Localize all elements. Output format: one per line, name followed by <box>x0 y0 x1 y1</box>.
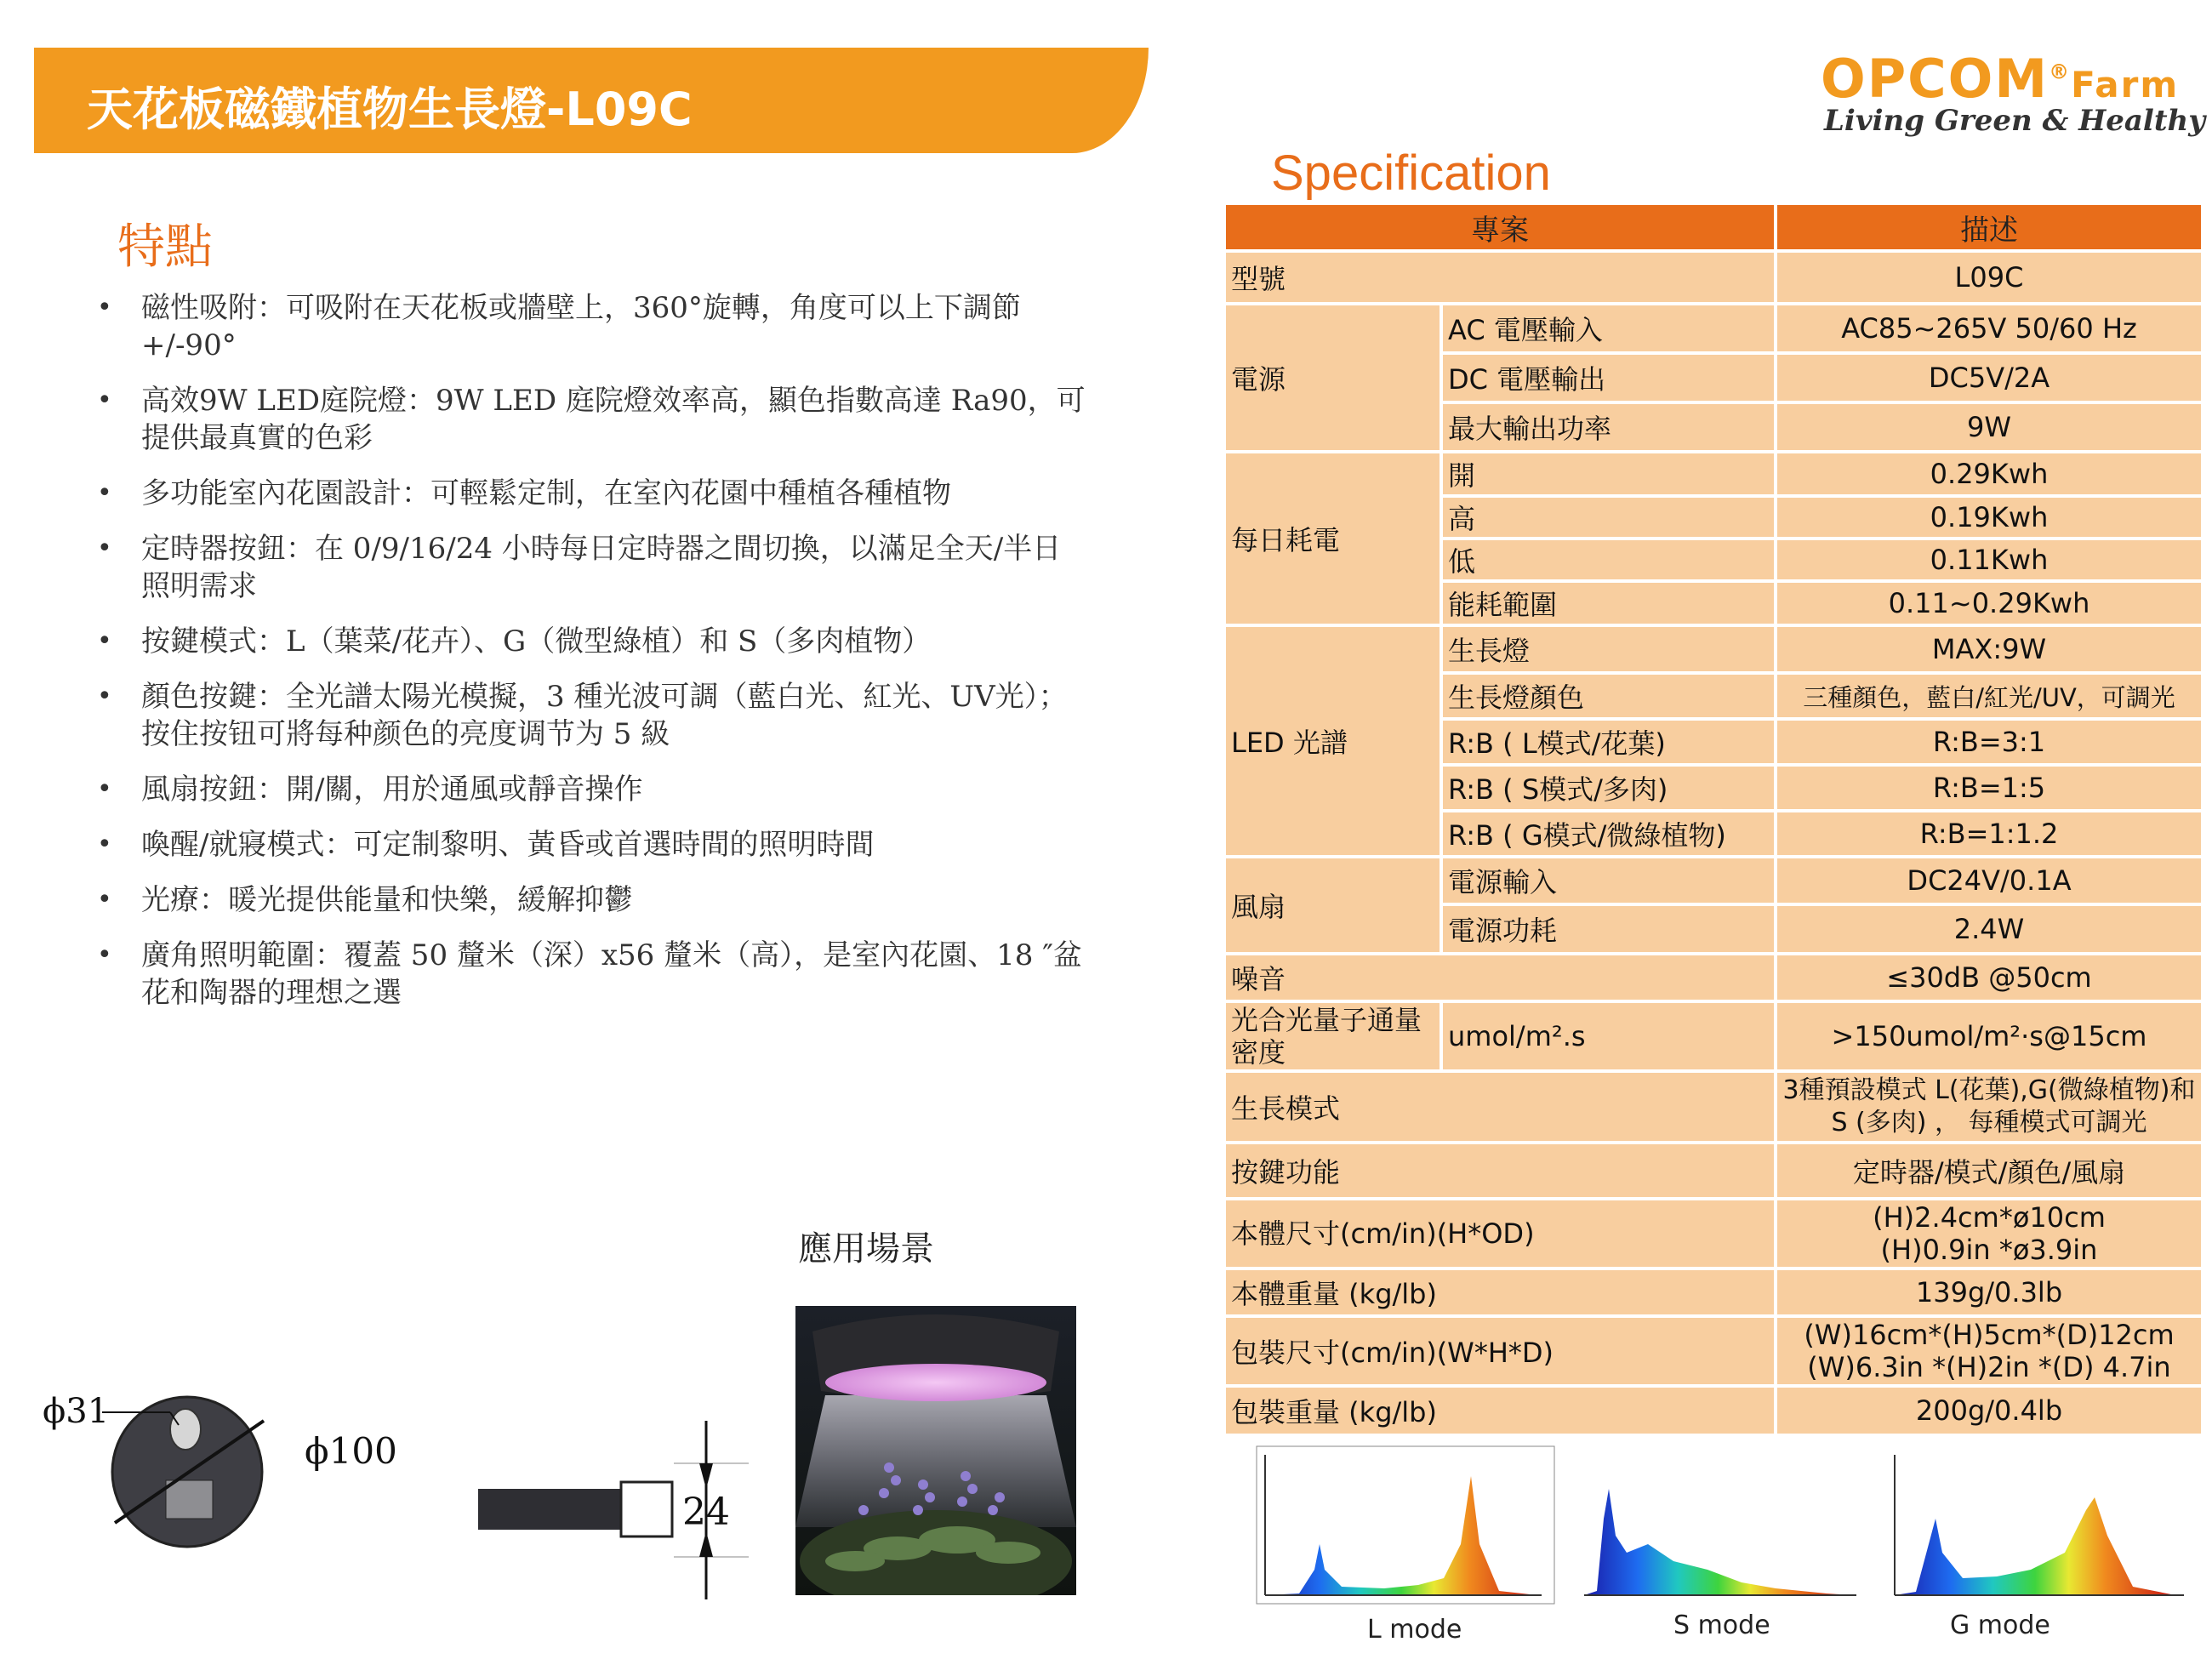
logo-registered-mark: ® <box>2049 60 2072 84</box>
spec-row-weight <box>1224 1268 2203 1316</box>
page-title: 天花板磁鐵植物生長燈-L09C <box>87 83 693 136</box>
spec-value <box>1776 1316 2203 1386</box>
feature-item: • 定時器按鈕：在 0/9/16/24 小時每日定時器之間切換，以滿足全天/半日照明需求 <box>94 530 1089 605</box>
spec-label: 本體重量 (kg/lb) <box>1224 1268 1776 1316</box>
spec-label: 生長燈顏色 <box>1441 673 1776 719</box>
spec-row-on <box>1224 452 2203 496</box>
spec-group-label: 每日耗電 <box>1224 452 1441 625</box>
g-mode-spectrum <box>1878 1446 2192 1640</box>
spec-row-size <box>1224 1199 2203 1268</box>
spec-table <box>1223 202 2204 1437</box>
spec-value: 0.29Kwh <box>1776 452 2203 496</box>
application-photo-image <box>795 1306 1076 1595</box>
spec-label: 光合光量子通量密度 <box>1224 1001 1441 1071</box>
spec-label: 按鍵功能 <box>1224 1143 1776 1199</box>
spec-value: ≤30dB @50cm <box>1776 954 2203 1001</box>
spec-value: R:B=3:1 <box>1776 719 2203 765</box>
diameter-dimension-label: ϕ100 <box>305 1430 397 1472</box>
s-mode-caption: S mode <box>1673 1611 1770 1640</box>
spec-value: 9W <box>1776 402 2203 452</box>
spec-label: R:B ( L模式/花葉) <box>1441 719 1776 765</box>
dimension-drawing-image <box>34 1378 766 1616</box>
application-photo <box>795 1306 1076 1595</box>
feature-item: • 風扇按鈕：開/關，用於通風或靜音操作 <box>94 771 1089 808</box>
spec-unit: umol/m².s <box>1441 1001 1776 1071</box>
spec-label: 能耗範圍 <box>1441 581 1776 625</box>
spec-col-desc: 描述 <box>1776 203 2203 251</box>
pack-size-cm: (W)16cm*(H)5cm*(D)12cm <box>1804 1319 2175 1351</box>
spec-value: 三種顏色，藍白/紅光/UV，可調光 <box>1776 673 2203 719</box>
height-dimension-label: 24 <box>682 1491 730 1534</box>
spec-value: 139g/0.3lb <box>1776 1268 2203 1316</box>
spec-title: Specification <box>1271 145 1551 201</box>
spec-group-label: 風扇 <box>1224 857 1441 954</box>
spec-row-model <box>1224 251 2203 304</box>
spec-value: R:B=1:1.2 <box>1776 811 2203 857</box>
dimension-drawing <box>34 1378 766 1616</box>
spec-value: 200g/0.4lb <box>1776 1386 2203 1435</box>
spec-value: 3種預設模式 L(花葉),G(微綠植物)和 S (多肉) ， 每種模式可調光 <box>1776 1071 2203 1143</box>
spec-value: >150umol/m²·s@15cm <box>1776 1001 2203 1071</box>
size-value-in: (H)0.9in *ø3.9in <box>1880 1234 2098 1266</box>
feature-item: • 磁性吸附：可吸附在天花板或牆壁上，360°旋轉，角度可以上下調節+/-90° <box>94 289 1089 364</box>
spec-label: 開 <box>1441 452 1776 496</box>
spec-value: DC24V/0.1A <box>1776 857 2203 904</box>
logo-brand-name: OPCOM <box>1821 48 2050 110</box>
title-banner <box>34 48 1149 153</box>
spec-label: 包裝尺寸(cm/in)(W*H*D) <box>1224 1316 1776 1386</box>
spec-value: R:B=1:5 <box>1776 765 2203 811</box>
spec-value: 2.4W <box>1776 904 2203 954</box>
feature-item: • 光療：暖光提供能量和快樂，緩解抑鬱 <box>94 881 1089 919</box>
feature-item: • 喚醒/就寢模式：可定制黎明、黃昏或首選時間的照明時間 <box>94 826 1089 864</box>
spec-row-pack-size <box>1224 1316 2203 1386</box>
l-mode-caption: L mode <box>1367 1615 1462 1645</box>
spec-value: L09C <box>1776 251 2203 304</box>
spec-value: 0.19Kwh <box>1776 496 2203 539</box>
features-title: 特點 <box>117 219 213 275</box>
logo-tagline: Living Green & Healthy <box>1824 104 2206 138</box>
feature-item: • 廣角照明範圍：覆蓋 50 釐米（深）x56 釐米（高），是室內花園、18 ″盆花和陶器的理想之選 <box>94 937 1089 1012</box>
size-value-cm: (H)2.4cm*ø10cm <box>1873 1201 2106 1234</box>
spec-label: 型號 <box>1224 251 1776 304</box>
spec-label: 低 <box>1441 539 1776 581</box>
spec-label: 電源輸入 <box>1441 857 1776 904</box>
spec-row-fan-input <box>1224 857 2203 904</box>
l-mode-spectrum <box>1257 1446 1554 1645</box>
pack-size-in: (W)6.3in *(H)2in *(D) 4.7in <box>1807 1351 2171 1383</box>
spec-label: 噪音 <box>1224 954 1776 1001</box>
spec-header-row <box>1224 203 2203 251</box>
hole-dimension-label: ϕ31 <box>43 1392 110 1431</box>
spec-group-label: LED 光譜 <box>1224 625 1441 857</box>
spec-value <box>1776 1199 2203 1268</box>
spec-label: AC 電壓輸入 <box>1441 304 1776 353</box>
spec-label: 本體尺寸(cm/in)(H*OD) <box>1224 1199 1776 1268</box>
feature-item: • 顏色按鍵：全光譜太陽光模擬，3 種光波可調（藍白光、紅光、UV光）；按住按钮可將每种颜色的亮度调节为 5 級 <box>94 678 1089 753</box>
spec-row-mode <box>1224 1071 2203 1143</box>
spec-value: MAX:9W <box>1776 625 2203 673</box>
spec-label: 包裝重量 (kg/lb) <box>1224 1386 1776 1435</box>
spec-label: R:B ( S模式/多肉) <box>1441 765 1776 811</box>
spec-label: 最大輸出功率 <box>1441 402 1776 452</box>
spec-row-keys <box>1224 1143 2203 1199</box>
spec-label: R:B ( G模式/微綠植物) <box>1441 811 1776 857</box>
spec-value: AC85~265V 50/60 Hz <box>1776 304 2203 353</box>
features-list <box>94 289 1089 1029</box>
spec-group-label: 電源 <box>1224 304 1441 452</box>
spec-label: 高 <box>1441 496 1776 539</box>
spec-row-noise <box>1224 954 2203 1001</box>
opcom-logo <box>1821 48 2206 141</box>
spec-value: 0.11Kwh <box>1776 539 2203 581</box>
spectrum-charts <box>1248 1442 2201 1650</box>
spec-label: 電源功耗 <box>1441 904 1776 954</box>
feature-item: • 按鍵模式：L（葉菜/花卉）、G（微型綠植）和 S（多肉植物） <box>94 623 1089 660</box>
spec-row-pack-weight <box>1224 1386 2203 1435</box>
feature-item: • 多功能室內花園設計：可輕鬆定制，在室內花園中種植各種植物 <box>94 475 1089 512</box>
s-mode-spectrum <box>1576 1446 1865 1640</box>
spec-label: DC 電壓輸出 <box>1441 353 1776 402</box>
feature-item: • 高效9W LED庭院燈：9W LED 庭院燈效率高，顯色指數高達 Ra90，可提供最真實的色彩 <box>94 382 1089 457</box>
spec-label: 生長燈 <box>1441 625 1776 673</box>
logo-brand <box>1821 48 2179 110</box>
application-label: 應用場景 <box>798 1229 934 1268</box>
g-mode-caption: G mode <box>1950 1611 2050 1640</box>
spectrum-charts-image <box>1248 1442 2201 1650</box>
spec-label: 生長模式 <box>1224 1071 1776 1143</box>
spec-col-item: 專案 <box>1224 203 1776 251</box>
spec-row-grow <box>1224 625 2203 673</box>
logo-brand-suffix: Farm <box>2071 64 2180 105</box>
spec-value: DC5V/2A <box>1776 353 2203 402</box>
spec-row-ac <box>1224 304 2203 353</box>
spec-value: 0.11~0.29Kwh <box>1776 581 2203 625</box>
spec-row-ppfd <box>1224 1001 2203 1071</box>
spec-value: 定時器/模式/顏色/風扇 <box>1776 1143 2203 1199</box>
